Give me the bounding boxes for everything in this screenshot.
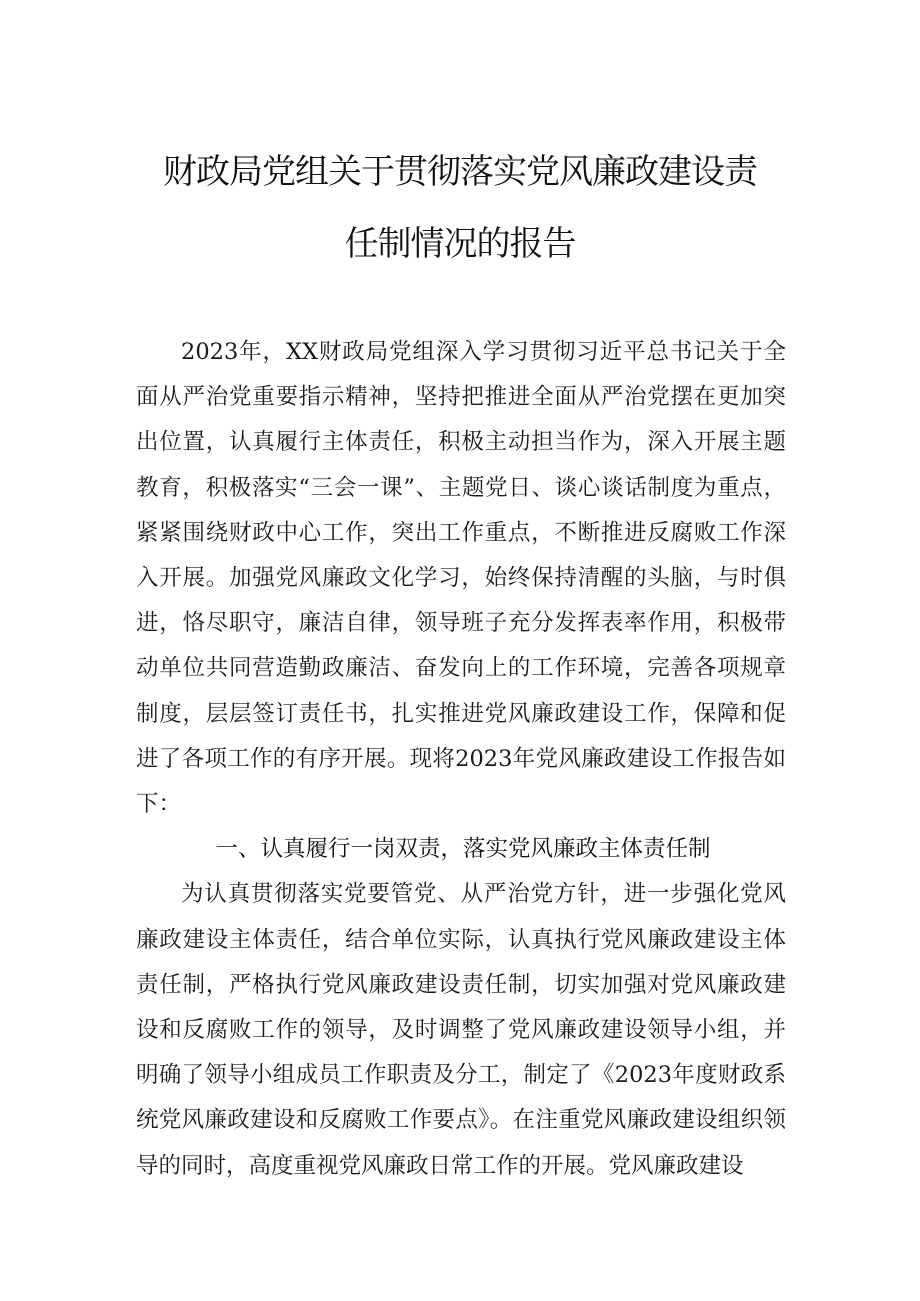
body-paragraph-section-1: 为认真贯彻落实党要管党、从严治党方针，进一步强化党风廉政建设主体责任，结合单位实际，认真执行党风廉政建设主体责任制，严格执行党风廉政建设责任制，切实加强对党风廉政建设和反腐败工作的领导，及时调整了党风廉政建设领导小组，并明确了领导小组成员工作职责及分工，制定了《2023年度财政系统党风廉政建设和反腐败工作要点》。在注重党风廉政建设组织领导的同时，高度重视党风廉政日常工作的开展。党风廉政建设: [136, 881, 786, 1179]
document-body: [136, 330, 786, 1189]
document-title-line-2: 任制情况的报告: [344, 224, 576, 264]
document-title-line-1: 财政局党组关于贯彻落实党风廉政建设责: [163, 152, 757, 192]
section-heading-1: 一、认真履行一岗双责，落实党风廉政主体责任制: [215, 836, 711, 863]
body-paragraph-intro: 2023年，XX财政局党组深入学习贯彻习近平总书记关于全面从严治党重要指示精神，坚持把推进全面从严治党摆在更加突出位置，认真履行主体责任，积极主动担当作为，深入开展主题教育，积极落实“三会一课”、主题党日、谈心谈话制度为重点，紧紧围绕财政中心工作，突出工作重点，不断推进反腐败工作深入开展。加强党风廉政文化学习，始终保持清醒的头脑，与时俱进，恪尽职守，廉洁自律，领导班子充分发挥表率作用，积极带动单位共同营造勤政廉洁、奋发向上的工作环境，完善各项规章制度，层层签订责任书，扎实推进党风廉政建设工作，保障和促进了各项工作的有序开展。现将2023年党风廉政建设工作报告如下：: [136, 339, 786, 818]
